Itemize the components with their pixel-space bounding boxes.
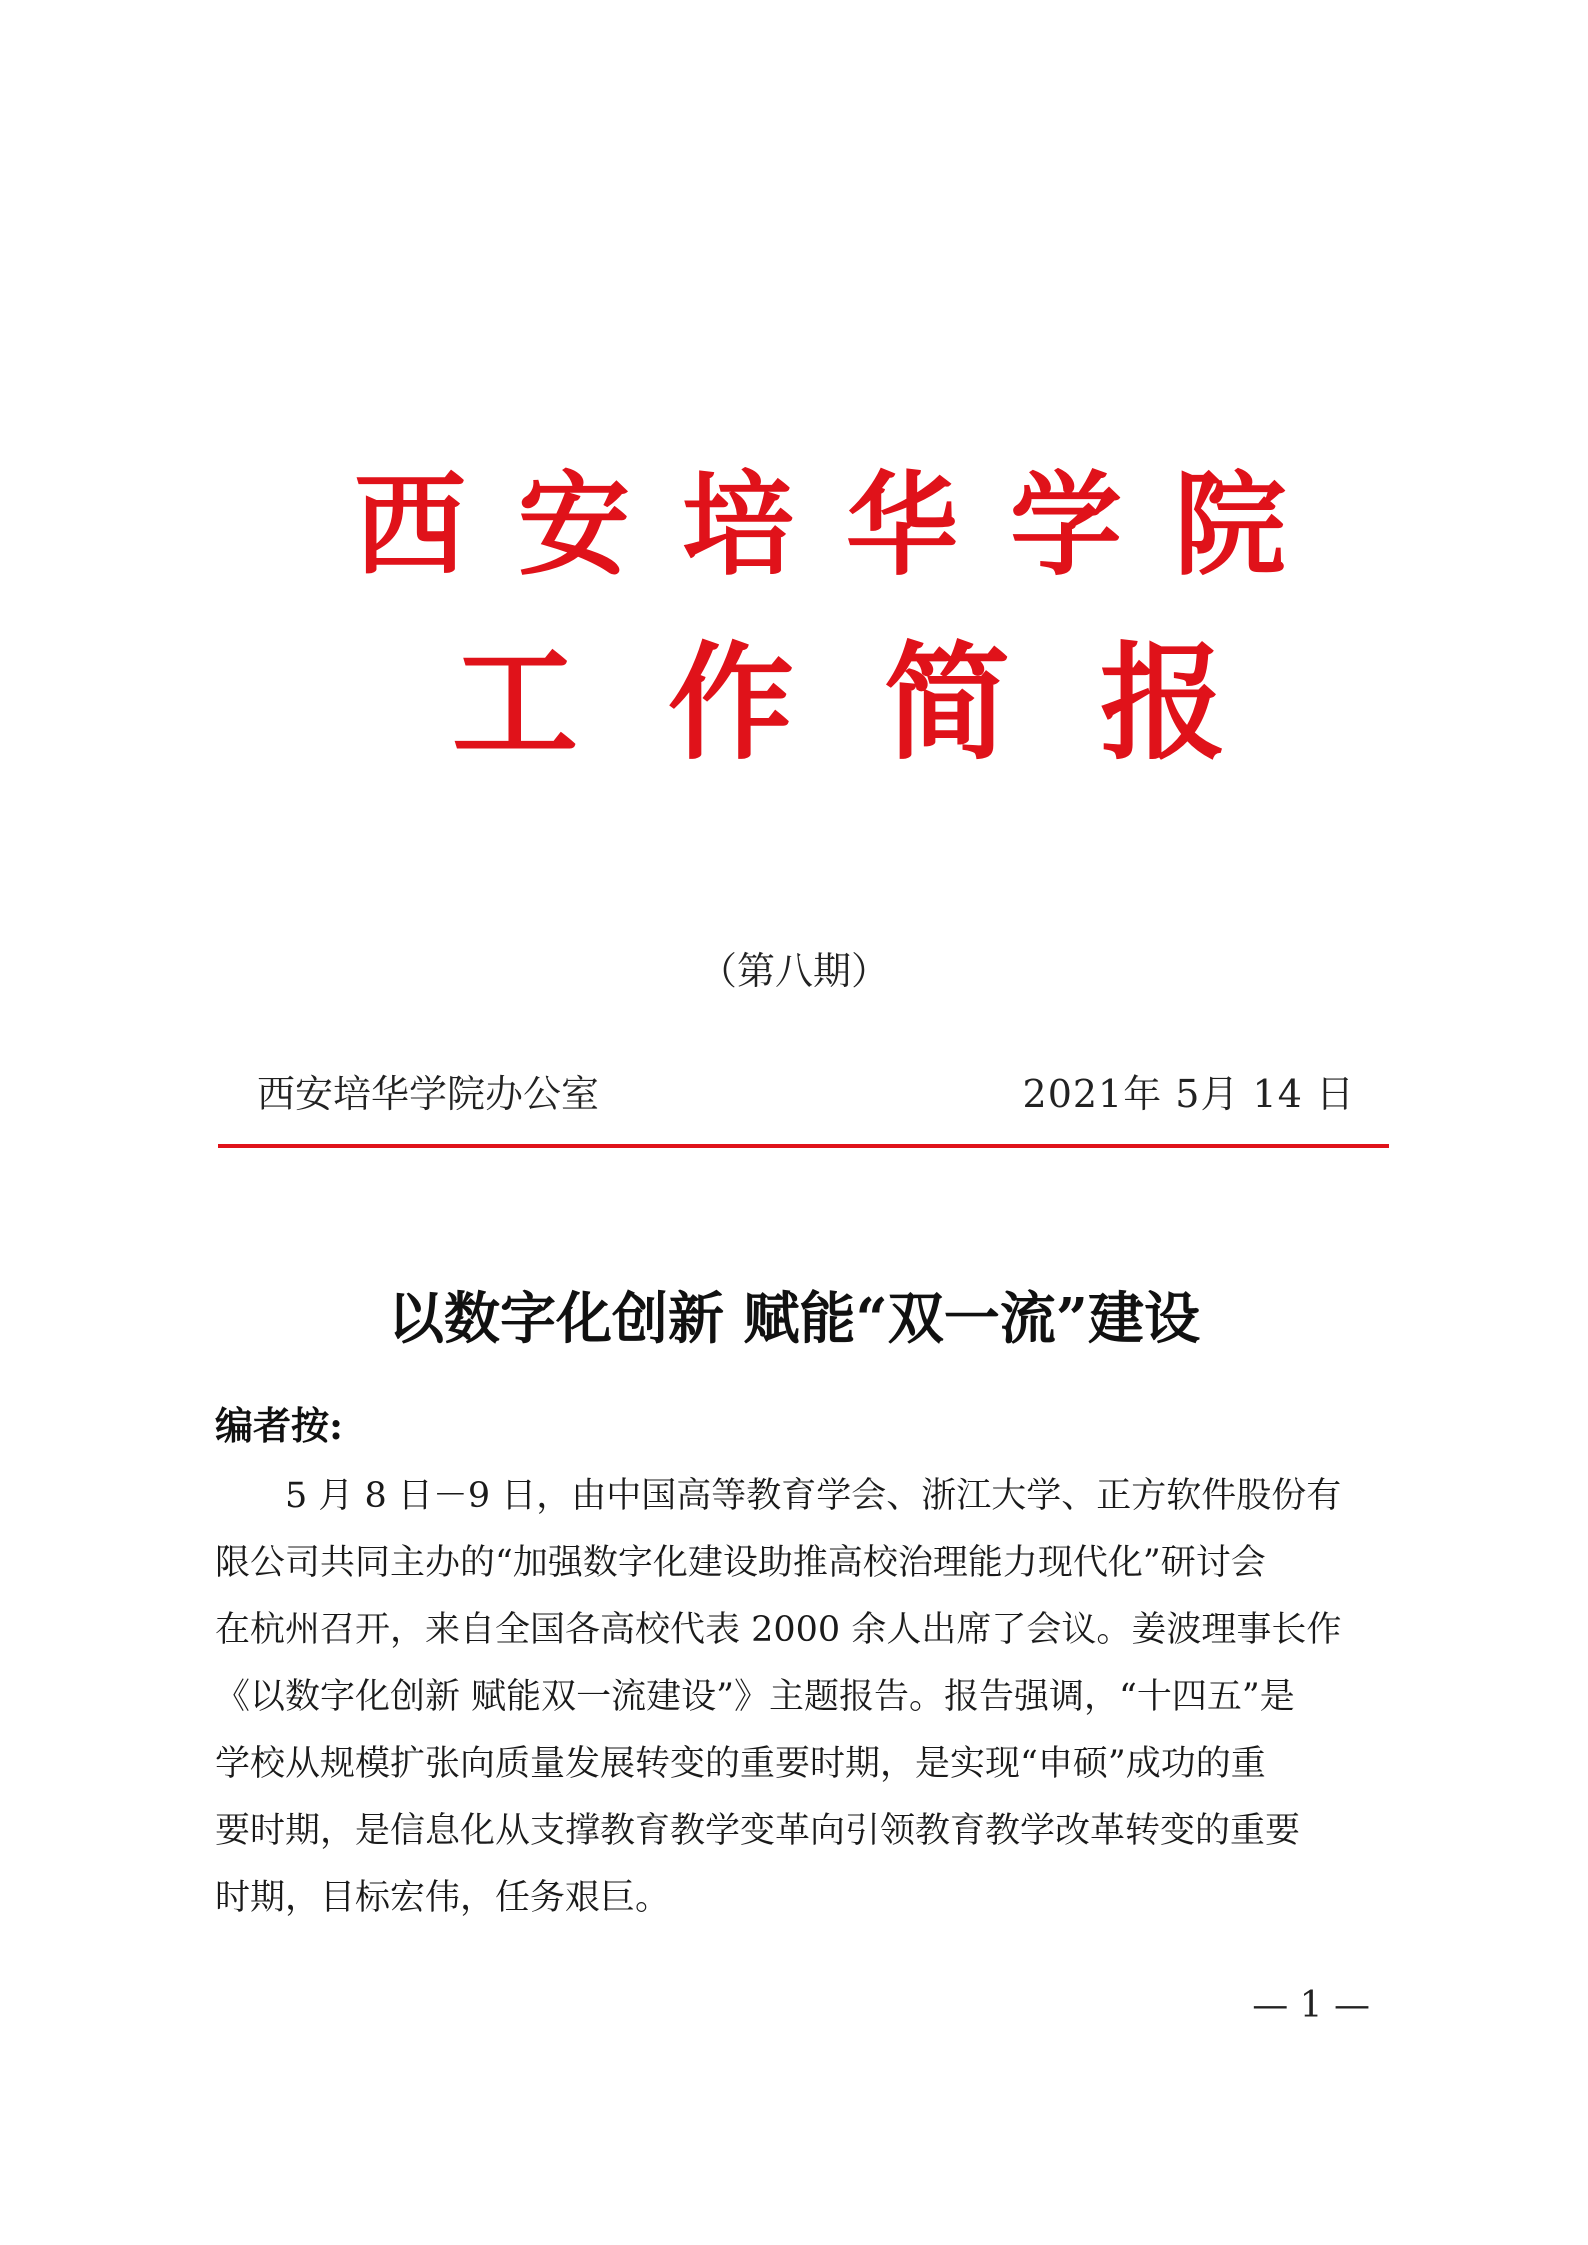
- issuer-name: 西安培华学院办公室: [257, 1072, 600, 1116]
- page-number: — 1 —: [1252, 1985, 1370, 2026]
- body-line: 限公司共同主办的“加强数字化建设助推高校治理能力现代化”研讨会: [215, 1543, 1266, 1583]
- editor-note-body: [215, 1463, 1381, 1932]
- red-divider: [218, 1144, 1389, 1148]
- body-line: 时期，目标宏伟，任务艰巨。: [215, 1878, 671, 1918]
- editor-note-label: 编者按:: [215, 1403, 344, 1448]
- body-line: 要时期，是信息化从支撑教育教学变革向引领教育教学改革转变的重要: [215, 1811, 1301, 1851]
- masthead-subtitle: 工作简报: [452, 629, 1316, 777]
- article-title: 以数字化创新 赋能“双一流”建设: [388, 1286, 1200, 1352]
- body-line: 《以数字化创新 赋能双一流建设”》主题报告。报告强调，“十四五”是: [215, 1677, 1295, 1717]
- masthead-title: 西安培华学院: [354, 460, 1338, 591]
- body-line: 5 月 8 日－9 日，由中国高等教育学会、浙江大学、正方软件股份有: [285, 1476, 1342, 1516]
- issue-number: （第八期）: [698, 949, 889, 993]
- body-line: 在杭州召开，来自全国各高校代表 2000 余人出席了会议。姜波理事长作: [215, 1610, 1342, 1650]
- body-line: 学校从规模扩张向质量发展转变的重要时期，是实现“申硕”成功的重: [215, 1744, 1266, 1784]
- issue-date: 2021年 5月 14 日: [1022, 1072, 1355, 1116]
